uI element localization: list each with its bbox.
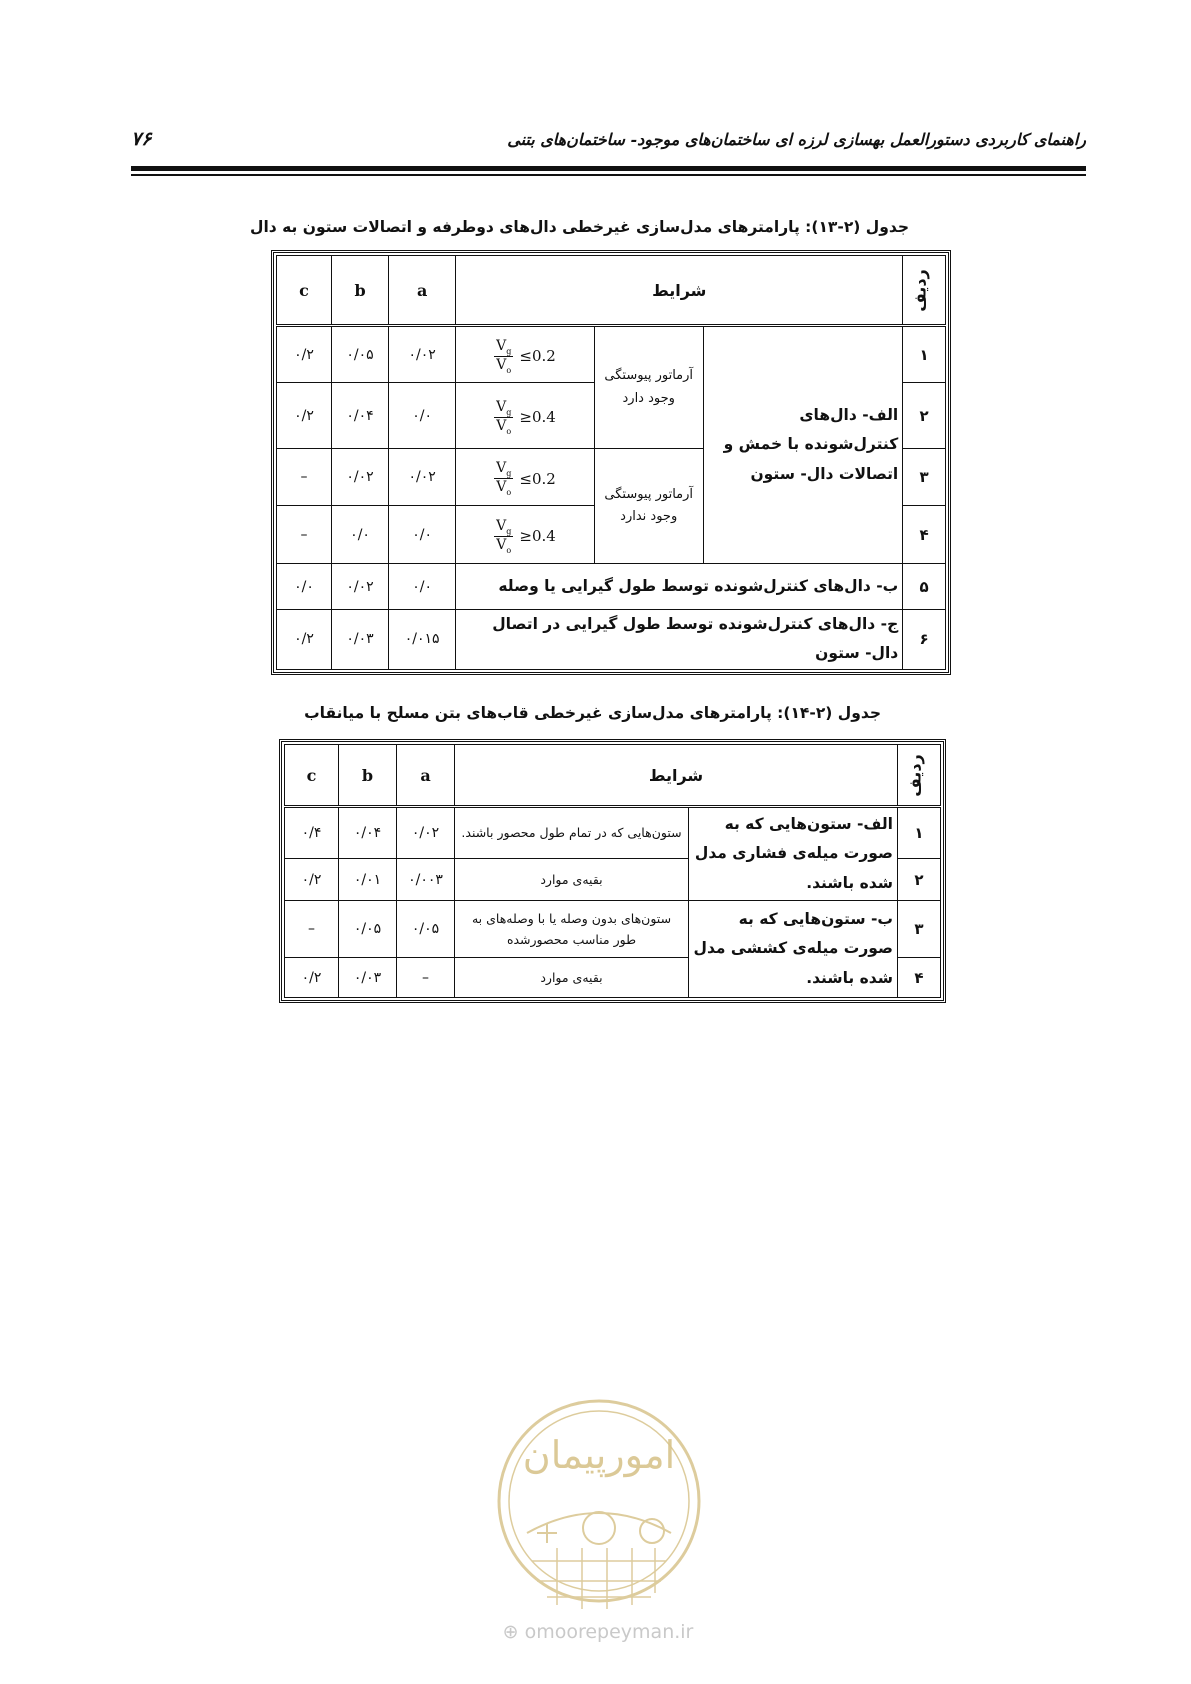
value-b: ۰/۰ bbox=[332, 506, 389, 564]
value-a: ۰/۰۲ bbox=[397, 807, 455, 859]
condition-text: بقیه‌ی موارد bbox=[455, 859, 689, 901]
condition-text: ستون‌های بدون وصله یا با وصله‌های به طور مناسب محصورشده bbox=[455, 901, 689, 958]
table-row bbox=[285, 807, 941, 859]
row-number: ۵ bbox=[903, 564, 946, 610]
value-c: ۰/۲ bbox=[277, 326, 332, 383]
value-c: ۰/۲ bbox=[285, 958, 339, 998]
value-a: ۰/۰ bbox=[389, 506, 456, 564]
row-number: ۲ bbox=[898, 859, 941, 901]
row-number: ۶ bbox=[903, 610, 946, 670]
radif-header: ردیف bbox=[898, 745, 941, 807]
c-header: c bbox=[277, 256, 332, 326]
row-number: ۱ bbox=[903, 326, 946, 383]
rebar-no-label: آرماتور پیوستگی وجود ندارد bbox=[594, 449, 703, 564]
value-a: – bbox=[397, 958, 455, 998]
value-b: ۰/۰۴ bbox=[339, 807, 397, 859]
b-header: b bbox=[339, 745, 397, 807]
group-be-label: ب- ستون‌هایی که به صورت میله‌ی کششی مدل شده باشند. bbox=[689, 901, 898, 998]
value-b: ۰/۰۳ bbox=[339, 958, 397, 998]
value-a: ۰/۰۲ bbox=[389, 326, 456, 383]
row-number: ۲ bbox=[903, 383, 946, 449]
group-alef-label: الف- ستون‌هایی که به صورت میله‌ی فشاری مدل شده باشند. bbox=[689, 807, 898, 901]
value-b: ۰/۰۱ bbox=[339, 859, 397, 901]
ratio-formula: $\frac{V_g}{V_o}$ ≥0.4 bbox=[496, 517, 556, 555]
ratio-relation: ≥0.4 bbox=[519, 408, 556, 426]
value-b: ۰/۰۲ bbox=[332, 564, 389, 610]
value-c: – bbox=[285, 901, 339, 958]
ratio-relation: ≤0.2 bbox=[519, 469, 556, 488]
value-c: ۰/۲ bbox=[285, 859, 339, 901]
header-rule-thin bbox=[131, 174, 1086, 176]
ratio-formula: $\frac{V_g}{V_o}$ ≤0.2 bbox=[496, 460, 556, 497]
ratio-cell bbox=[456, 326, 595, 383]
ratio-relation: ≤0.2 bbox=[519, 347, 556, 365]
b-header: b bbox=[332, 256, 389, 326]
value-b: ۰/۰۲ bbox=[332, 449, 389, 506]
row-number: ۴ bbox=[903, 506, 946, 564]
value-c: ۰/۲ bbox=[277, 383, 332, 449]
group-jim-label: ج- دال‌های کنترل‌شونده توسط طول گیرایی در اتصال دال- ستون bbox=[456, 610, 903, 670]
c-header: c bbox=[285, 745, 339, 807]
row-number: ۴ bbox=[898, 958, 941, 998]
table2-header-row bbox=[285, 745, 941, 807]
ratio-formula: $\frac{V_g}{V_o}$ ≤0.2 bbox=[496, 337, 556, 375]
table-row bbox=[277, 326, 946, 383]
page-header bbox=[131, 122, 1086, 162]
value-b: ۰/۰۵ bbox=[332, 326, 389, 383]
ratio-cell bbox=[456, 383, 595, 449]
condition-text: بقیه‌ی موارد bbox=[455, 958, 689, 998]
value-b: ۰/۰۵ bbox=[339, 901, 397, 958]
conditions-header: شرایط bbox=[455, 745, 898, 807]
table-row bbox=[277, 564, 946, 610]
conditions-header: شرایط bbox=[456, 256, 903, 326]
ratio-relation: ≥0.4 bbox=[519, 527, 556, 545]
a-header: a bbox=[397, 745, 455, 807]
table1 bbox=[276, 255, 946, 670]
row-number: ۳ bbox=[903, 449, 946, 506]
ratio-cell bbox=[456, 506, 595, 564]
value-a: ۰/۰ bbox=[389, 564, 456, 610]
value-b: ۰/۰۴ bbox=[332, 383, 389, 449]
value-a: ۰/۰۲ bbox=[389, 449, 456, 506]
radif-header: ردیف bbox=[903, 256, 946, 326]
value-a: ۰/۰ bbox=[389, 383, 456, 449]
value-a: ۰/۰۱۵ bbox=[389, 610, 456, 670]
row-number: ۱ bbox=[898, 807, 941, 859]
group-be-label: ب- دال‌های کنترل‌شونده توسط طول گیرایی یا وصله bbox=[456, 564, 903, 610]
table1-header-row bbox=[277, 256, 946, 326]
a-header: a bbox=[389, 256, 456, 326]
row-number: ۳ bbox=[898, 901, 941, 958]
value-a: ۰/۰۰۳ bbox=[397, 859, 455, 901]
value-b: ۰/۰۳ bbox=[332, 610, 389, 670]
value-c: ۰/۰ bbox=[277, 564, 332, 610]
value-c: – bbox=[277, 506, 332, 564]
header-rule-thick bbox=[131, 166, 1086, 171]
watermark-logo bbox=[487, 1383, 712, 1618]
page-number: ۷۶ bbox=[131, 128, 152, 150]
table-row bbox=[277, 610, 946, 670]
watermark-logo-text: امورپیمان bbox=[522, 1433, 676, 1477]
table2-caption: جدول (۲-۱۴): پارامترهای مدل‌سازی غیرخطی قاب‌های بتن مسلح با میانقاب bbox=[304, 704, 881, 722]
value-c: ۰/۴ bbox=[285, 807, 339, 859]
table2 bbox=[284, 744, 941, 998]
value-c: ۰/۲ bbox=[277, 610, 332, 670]
running-title: راهنمای کاربردی دستورالعمل بهسازی لرزه ای ساختمان‌های موجود- ساختمان‌های بتنی bbox=[507, 130, 1086, 149]
ratio-cell bbox=[456, 449, 595, 506]
table1-caption: جدول (۲-۱۳): پارامترهای مدل‌سازی غیرخطی دال‌های دوطرفه و اتصالات ستون به دال bbox=[250, 218, 909, 236]
rebar-yes-label: آرماتور پیوستگی وجود دارد bbox=[594, 326, 703, 449]
condition-text: ستون‌هایی که در تمام طول محصور باشند. bbox=[455, 807, 689, 859]
group-alef-label: الف- دال‌های کنترل‌شونده با خمش و اتصالات دال- ستون bbox=[703, 326, 903, 564]
globe-icon: ⊕ bbox=[502, 1621, 519, 1643]
ratio-formula: $\frac{V_g}{V_o}$ ≥0.4 bbox=[496, 398, 556, 436]
table-row bbox=[285, 901, 941, 958]
value-c: – bbox=[277, 449, 332, 506]
value-a: ۰/۰۵ bbox=[397, 901, 455, 958]
watermark-site: ⊕ omoorepeyman.ir bbox=[502, 1621, 694, 1643]
